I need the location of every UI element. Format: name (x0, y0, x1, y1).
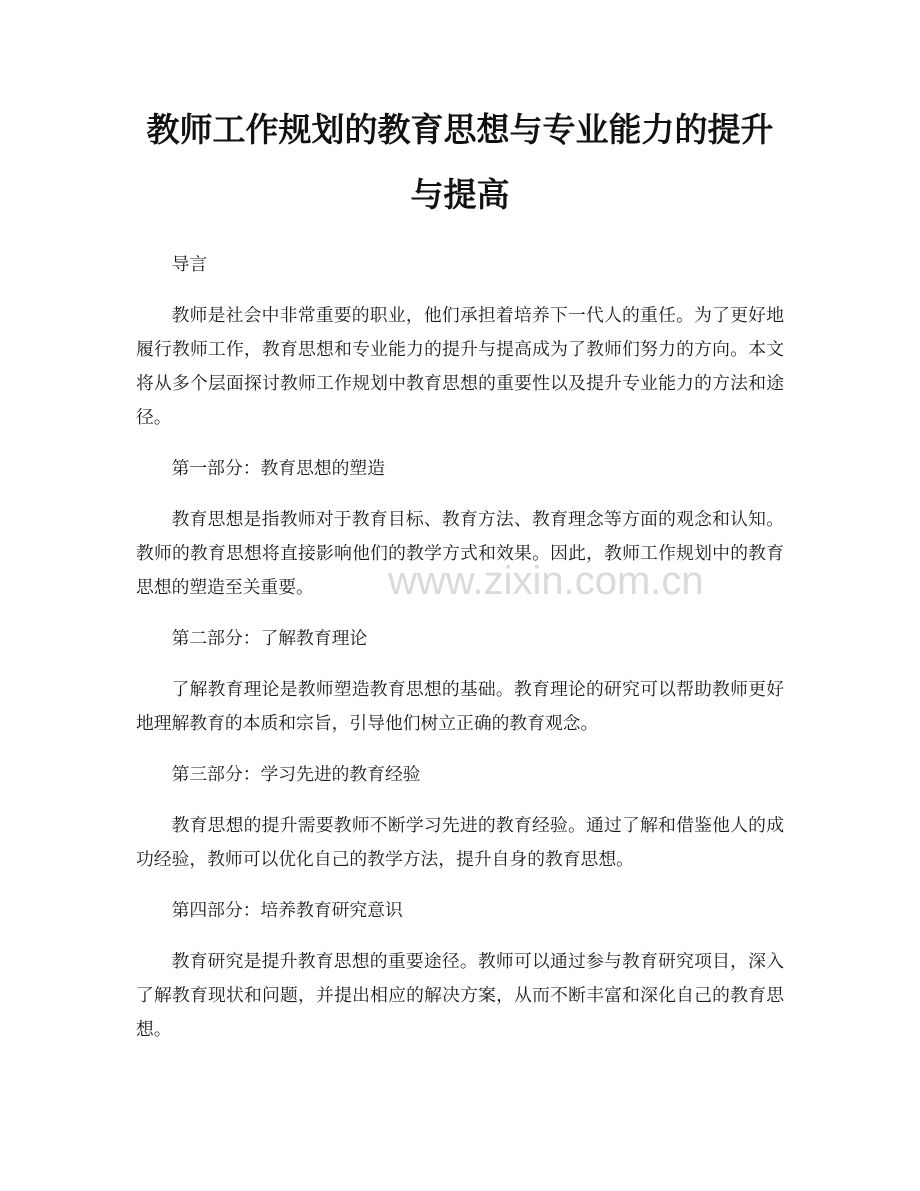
paragraph-line: 了解教育现状和问题，并提出相应的解决方案，从而不断丰富和深化自己的教育思 (136, 985, 784, 1006)
paragraph-line: 教师的教育思想将直接影响他们的教学方式和效果。因此，教师工作规划中的教育 (136, 543, 784, 564)
section-paragraph (136, 809, 784, 877)
title-line: 与提高 (410, 175, 510, 214)
section-paragraph (136, 945, 784, 1047)
section-paragraph (136, 673, 784, 741)
paragraph-line: 地理解教育的本质和宗旨，引导他们树立正确的教育观念。 (136, 713, 599, 734)
document-title (0, 97, 920, 227)
paragraph-line: 将从多个层面探讨教师工作规划中教育思想的重要性以及提升专业能力的方法和途 (136, 373, 784, 394)
section-heading: 第二部分：了解教育理论 (171, 628, 368, 649)
watermark: www.zixin.com.cn (388, 559, 704, 603)
section-heading: 第三部分：学习先进的教育经验 (171, 764, 421, 785)
paragraph-line: 教育思想的提升需要教师不断学习先进的教育经验。通过了解和借鉴他人的成 (171, 815, 784, 836)
section-heading: 第一部分：教育思想的塑造 (171, 458, 385, 479)
intro-heading: 导言 (171, 254, 208, 275)
section-paragraph (136, 503, 784, 605)
paragraph-line: 了解教育理论是教师塑造教育思想的基础。教育理论的研究可以帮助教师更好 (171, 679, 784, 700)
paragraph-line: 想。 (136, 1019, 172, 1040)
paragraph-line: 思想的塑造至关重要。 (136, 577, 314, 598)
paragraph-line: 履行教师工作，教育思想和专业能力的提升与提高成为了教师们努力的方向。本文 (136, 339, 784, 360)
intro-paragraph (136, 299, 784, 435)
paragraph-line: 教育研究是提升教育思想的重要途径。教师可以通过参与教育研究项目，深入 (171, 951, 784, 972)
paragraph-line: 功经验，教师可以优化自己的教学方法，提升自身的教育思想。 (136, 849, 634, 870)
section-heading: 第四部分：培养教育研究意识 (171, 900, 403, 921)
title-line: 教师工作规划的教育思想与专业能力的提升 (146, 110, 774, 149)
document-body (136, 248, 784, 1064)
paragraph-line: 径。 (136, 407, 172, 428)
paragraph-line: 教师是社会中非常重要的职业，他们承担着培养下一代人的重任。为了更好地 (171, 305, 784, 326)
paragraph-line: 教育思想是指教师对于教育目标、教育方法、教育理念等方面的观念和认知。 (171, 509, 784, 530)
